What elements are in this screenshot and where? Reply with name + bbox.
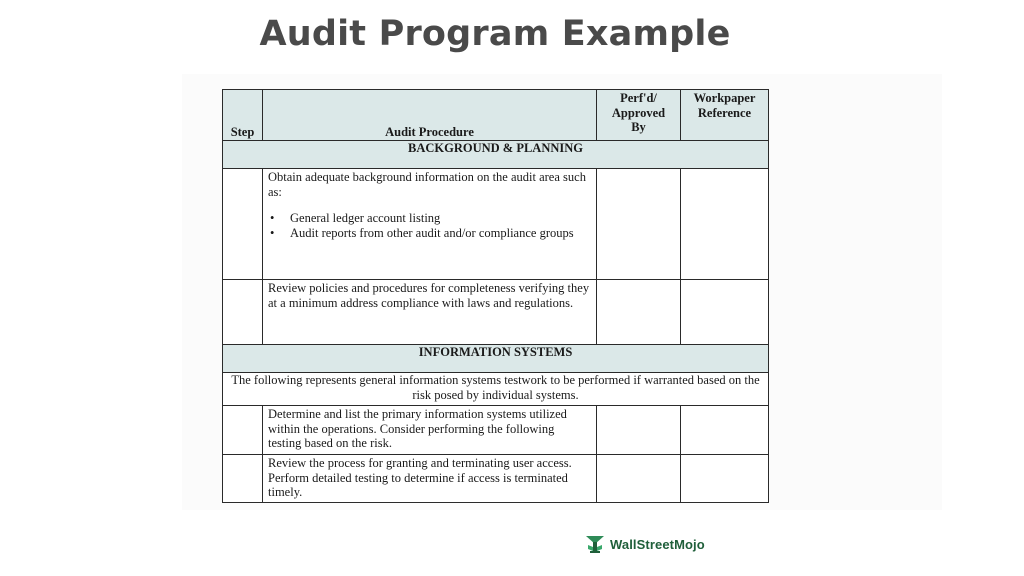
workpaper-reference-cell (681, 455, 769, 503)
brand-logo[interactable] (584, 531, 705, 557)
bullet-icon: • (270, 211, 275, 225)
brand-name: WallStreetMojo (610, 536, 705, 552)
workpaper-reference-cell (681, 280, 769, 345)
header-step: Step (223, 90, 263, 141)
bullet-list (268, 211, 590, 240)
section-heading: BACKGROUND & PLANNING (223, 141, 769, 169)
header-perf-line-2: Approved (611, 105, 666, 120)
list-item (270, 211, 590, 226)
audit-program-table (222, 89, 769, 503)
wallstreetmojo-logo-icon (584, 533, 606, 555)
header-perf-line-1: Perf'd/ (620, 91, 657, 105)
procedure-cell (263, 169, 597, 280)
header-wp-line-1: Workpaper (693, 91, 756, 105)
bullet-icon: • (270, 225, 275, 240)
section-note-row (223, 373, 769, 406)
procedure-cell: Review the process for granting and terminating user access. Perform detailed testing to determine if access is terminated timely. (263, 455, 597, 503)
table-row (223, 455, 769, 503)
procedure-text: Obtain adequate background information on the audit area such as: (268, 170, 586, 199)
header-perf-line-3: By (631, 120, 646, 134)
performed-by-cell (597, 455, 681, 503)
section-row-background-planning (223, 141, 769, 169)
header-audit-procedure: Audit Procedure (263, 90, 597, 141)
performed-by-cell (597, 406, 681, 455)
procedure-cell: Determine and list the primary information systems utilized within the operations. Consider performing the following testing based on the risk. (263, 406, 597, 455)
section-heading: INFORMATION SYSTEMS (223, 345, 769, 373)
table-header-row (223, 90, 769, 141)
workpaper-reference-cell (681, 169, 769, 280)
table-row (223, 280, 769, 345)
step-cell (223, 280, 263, 345)
performed-by-cell (597, 280, 681, 345)
step-cell (223, 169, 263, 280)
list-item-text: Audit reports from other audit and/or compliance groups (290, 225, 574, 240)
section-note: The following represents general information systems testwork to be performed if warranted based on the risk posed by individual systems. (223, 373, 769, 406)
header-workpaper-reference (681, 90, 769, 141)
section-row-information-systems (223, 345, 769, 373)
list-item-text: General ledger account listing (290, 211, 441, 225)
step-cell (223, 455, 263, 503)
header-performed-approved-by (597, 90, 681, 141)
page-title: Audit Program Example (259, 14, 731, 54)
table-row (223, 169, 769, 280)
step-cell (223, 406, 263, 455)
table-row (223, 406, 769, 455)
procedure-cell: Review policies and procedures for completeness verifying they at a minimum address compliance with laws and regulations. (263, 280, 597, 345)
performed-by-cell (597, 169, 681, 280)
workpaper-reference-cell (681, 406, 769, 455)
list-item (270, 225, 590, 241)
header-wp-line-2: Reference (697, 105, 752, 120)
